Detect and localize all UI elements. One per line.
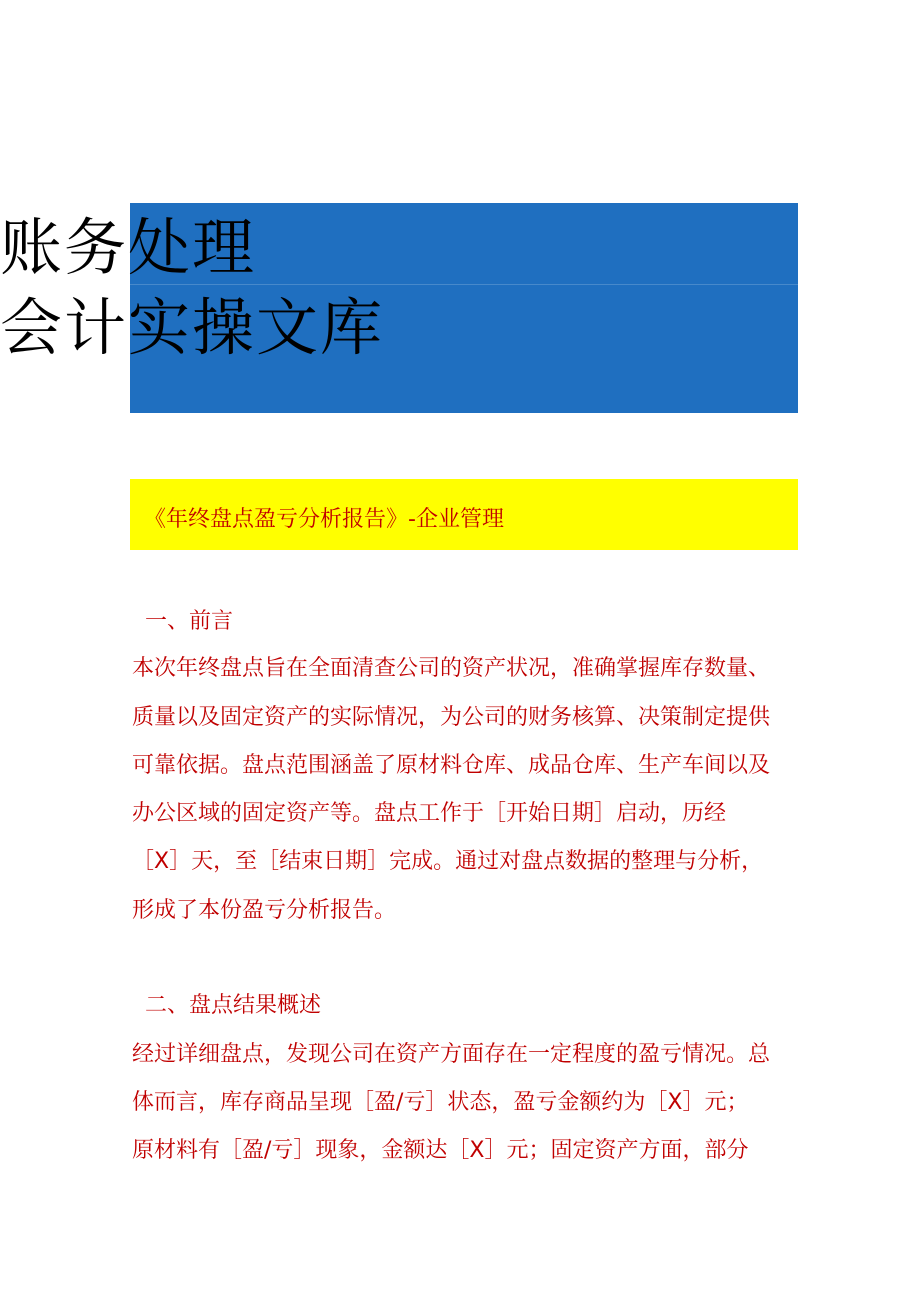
body-line: 办公区域的固定资产等。盘点工作于［开始日期］启动，历经 [132,801,727,826]
banner-title-line-2: 会计实操文库 [0,291,385,364]
document-title: 《年终盘点盈亏分析报告》-企业管理 [144,507,504,532]
body-line: 质量以及固定资产的实际情况，为公司的财务核算、决策制定提供 [132,705,771,730]
body-line: 本次年终盘点旨在全面清查公司的资产状况，准确掌握库存数量、 [132,656,771,681]
section-heading-preface: 一、前言 [145,609,234,634]
body-line: 原材料有［盈/亏］现象，金额达［X］元；固定资产方面，部分 [132,1138,749,1163]
banner-title-line-1: 账务处理 [0,211,257,284]
body-line: 形成了本份盈亏分析报告。 [132,898,397,923]
body-line: 可靠依据。盘点范围涵盖了原材料仓库、成品仓库、生产车间以及 [132,753,771,778]
body-line: 体而言，库存商品呈现［盈/亏］状态，盈亏金额约为［X］元； [132,1090,749,1115]
body-line: 经过详细盘点，发现公司在资产方面存在一定程度的盈亏情况。总 [132,1042,771,1067]
section-heading-overview: 二、盘点结果概述 [145,993,322,1018]
document-title-bar [130,479,798,550]
body-line: ［X］天，至［结束日期］完成。通过对盘点数据的整理与分析， [132,849,764,874]
banner-divider [130,284,798,285]
